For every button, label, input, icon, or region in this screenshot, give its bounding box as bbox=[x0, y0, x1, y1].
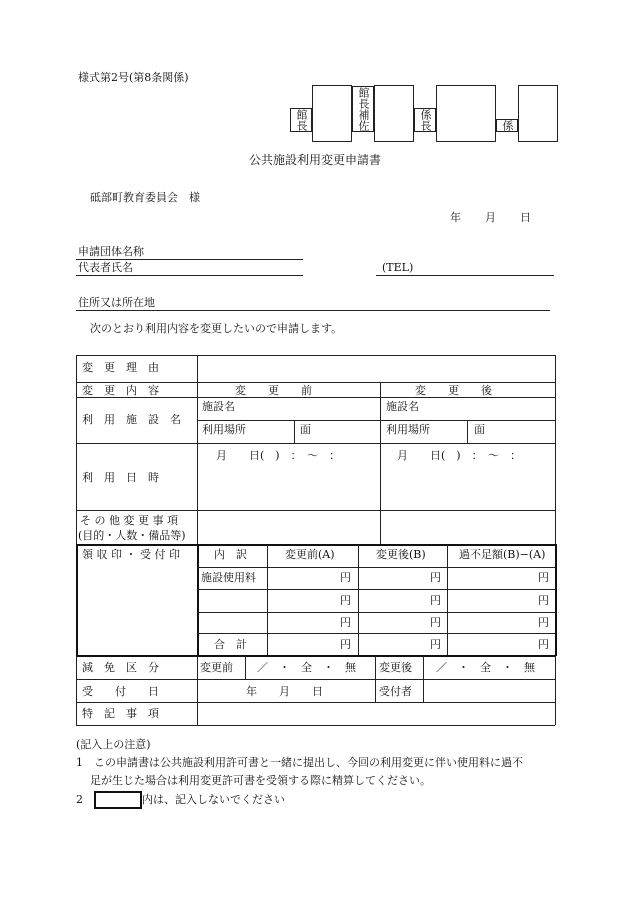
receiver-field[interactable] bbox=[424, 680, 554, 701]
note-2-number: 2 bbox=[76, 793, 83, 806]
yen-before-2[interactable]: 円 bbox=[340, 594, 351, 607]
representative-label: 代表者氏名 bbox=[78, 261, 133, 274]
facility-label: 利 用 施 設 名 bbox=[82, 413, 181, 426]
after-fee-header: 変更後(B) bbox=[376, 548, 426, 561]
receipt-label: 領 収 印 ・ 受 付 印 bbox=[82, 548, 180, 561]
before-fee-header: 変更前(A) bbox=[285, 548, 335, 561]
address-line[interactable] bbox=[76, 310, 550, 311]
stamp-cell-chief[interactable] bbox=[313, 86, 352, 142]
yen-diff-1[interactable]: 円 bbox=[538, 571, 549, 584]
group-name-label: 申請団体名称 bbox=[78, 245, 144, 258]
tel-line[interactable] bbox=[376, 275, 554, 276]
note-2-text: 内は、記入しないでください bbox=[142, 793, 285, 806]
remarks-field[interactable] bbox=[198, 703, 554, 724]
form-number: 様式第2号(第8条関係) bbox=[78, 71, 189, 84]
yen-after-2[interactable]: 円 bbox=[430, 594, 441, 607]
yen-before-total[interactable]: 円 bbox=[340, 638, 351, 651]
addressee: 砥部町教育委員会 様 bbox=[90, 191, 200, 204]
representative-line[interactable] bbox=[76, 275, 303, 276]
reason-field[interactable] bbox=[198, 356, 555, 382]
total-label: 合 計 bbox=[214, 638, 247, 651]
facility-name-before[interactable]: 施設名 bbox=[202, 400, 235, 413]
stamp-label-section-chief: 係長 bbox=[414, 108, 436, 132]
intro-text: 次のとおり利用内容を変更したいので申請します。 bbox=[90, 322, 343, 335]
receiver-label: 受付者 bbox=[379, 685, 412, 698]
area-after[interactable]: 面 bbox=[474, 423, 485, 436]
reduction-before-options[interactable]: ／ ・ 全 ・ 無 bbox=[257, 661, 356, 674]
use-place-before[interactable]: 利用場所 bbox=[202, 423, 246, 436]
datetime-before[interactable]: 月 日( ) ： 〜 ： bbox=[216, 449, 341, 462]
note-2-box-sample bbox=[94, 791, 142, 809]
datetime-label: 利 用 日 時 bbox=[82, 471, 159, 484]
notes-heading: (記入上の注意) bbox=[76, 738, 151, 751]
receipt-stamp-area[interactable] bbox=[79, 567, 196, 654]
facility-fee-label: 施設使用料 bbox=[201, 571, 256, 584]
stamp-cell-assistant-chief[interactable] bbox=[375, 86, 414, 142]
shortfall-header: 過不足額(B)−(A) bbox=[459, 548, 546, 561]
reduction-before-label: 変更前 bbox=[200, 661, 233, 674]
other-label-1: そ の 他 変 更 事 項 bbox=[80, 514, 178, 527]
reduction-after-options[interactable]: ／ ・ 全 ・ 無 bbox=[436, 661, 535, 674]
stamp-cell-staff[interactable] bbox=[519, 86, 558, 142]
note-1-line-1: 1 この申請書は公共施設利用許可書と一緒に提出し、今回の利用変更に伴い使用料に過不 bbox=[76, 756, 523, 769]
received-date-value[interactable]: 年 月 日 bbox=[246, 685, 323, 698]
other-before-field[interactable] bbox=[198, 511, 379, 544]
date-day: 日 bbox=[520, 211, 531, 224]
received-date-label: 受 付 日 bbox=[82, 685, 159, 698]
stamp-label-assistant-chief: 館長補佐 bbox=[352, 86, 374, 132]
yen-after-1[interactable]: 円 bbox=[430, 571, 441, 584]
yen-diff-3[interactable]: 円 bbox=[538, 616, 549, 629]
approval-stamp-box bbox=[290, 85, 558, 142]
remarks-label: 特 記 事 項 bbox=[82, 707, 159, 720]
stamp-label-staff: 係 bbox=[496, 119, 518, 132]
address-label: 住所又は所在地 bbox=[78, 296, 155, 309]
other-label-2: (目的・人数・備品等) bbox=[78, 529, 186, 542]
before-header: 変 更 前 bbox=[235, 384, 312, 397]
date-month: 月 bbox=[485, 211, 496, 224]
yen-diff-total[interactable]: 円 bbox=[538, 638, 549, 651]
yen-before-3[interactable]: 円 bbox=[340, 616, 351, 629]
yen-diff-2[interactable]: 円 bbox=[538, 594, 549, 607]
content-label: 変 更 内 容 bbox=[82, 384, 159, 397]
breakdown-header: 内 訳 bbox=[214, 548, 247, 561]
tel-label: (TEL) bbox=[382, 261, 414, 274]
reduction-label: 減 免 区 分 bbox=[82, 661, 159, 674]
stamp-cell-section-chief[interactable] bbox=[437, 86, 496, 142]
area-before[interactable]: 面 bbox=[300, 423, 311, 436]
yen-after-total[interactable]: 円 bbox=[430, 638, 441, 651]
yen-before-1[interactable]: 円 bbox=[340, 571, 351, 584]
reduction-after-label: 変更後 bbox=[379, 661, 412, 674]
after-header: 変 更 後 bbox=[415, 384, 492, 397]
date-year: 年 bbox=[450, 211, 461, 224]
stamp-label-chief: 館長 bbox=[290, 108, 312, 132]
group-name-line[interactable] bbox=[76, 259, 303, 260]
use-place-after[interactable]: 利用場所 bbox=[386, 423, 430, 436]
yen-after-3[interactable]: 円 bbox=[430, 616, 441, 629]
note-1-line-2: 足が生じた場合は利用変更許可書を受領する際に精算してください。 bbox=[90, 774, 431, 787]
other-after-field[interactable] bbox=[381, 511, 554, 544]
reason-label: 変 更 理 由 bbox=[82, 361, 159, 374]
facility-name-after[interactable]: 施設名 bbox=[386, 400, 419, 413]
datetime-after[interactable]: 月 日( ) ： 〜 ： bbox=[397, 449, 522, 462]
page-title: 公共施設利用変更申請書 bbox=[248, 153, 381, 167]
